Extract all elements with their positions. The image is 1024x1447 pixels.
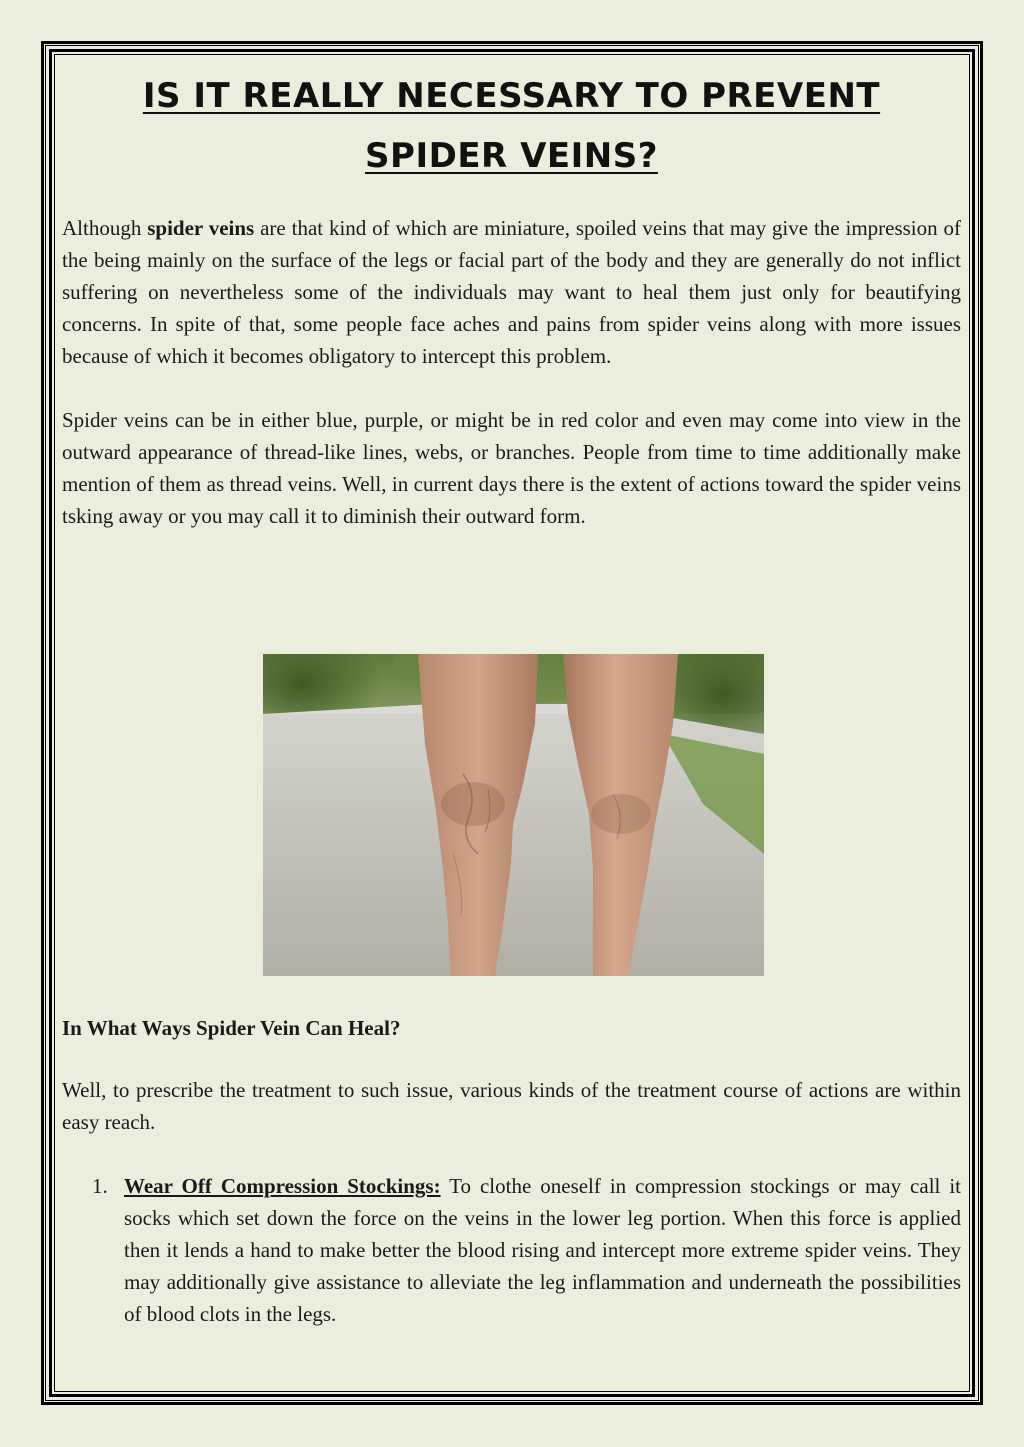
title-line-1: IS IT REALLY NECESSARY TO PREVENT xyxy=(142,76,881,116)
list-item-number: 1. xyxy=(92,1174,108,1198)
section-paragraph: Well, to prescribe the treatment to such issue, various kinds of the treatment course of actions are within easy reach. xyxy=(62,1078,961,1134)
list-item xyxy=(62,1170,961,1330)
article-content xyxy=(62,66,961,532)
list-item-text xyxy=(124,1170,961,1330)
intro-paragraph xyxy=(62,212,961,372)
treatment-list xyxy=(62,1170,961,1330)
title-line-2: SPIDER VEINS? xyxy=(365,136,658,176)
section-heading: In What Ways Spider Vein Can Heal? xyxy=(62,1016,401,1040)
list-item-body: To clothe oneself in compression stockings or may call it socks which set down the force on the veins in the lower leg portion. When this force is applied then it lends a hand to make better the blood rising and intercept more extreme spider veins. They may additionally give assistance to alleviate the leg inflammation and underneath the possibilities of blood clots in the legs. xyxy=(124,1174,961,1326)
legs-photo xyxy=(263,654,764,976)
intro-bold-term: spider veins xyxy=(147,216,255,240)
second-paragraph: Spider veins can be in either blue, purple, or might be in red color and even may come into view in the outward appearance of thread-like lines, webs, or branches. People from time to time additionally make mention of them as thread veins. Well, in current days there is the extent of actions toward the spider veins tsking away or you may call it to diminish their outward form. xyxy=(62,408,961,528)
intro-text-start: Although xyxy=(62,216,148,240)
list-item-lead: Wear Off Compression Stockings: xyxy=(124,1174,441,1198)
page-title xyxy=(62,66,961,186)
intro-text-rest: are that kind of which are miniature, spoiled veins that may give the impression of the being mainly on the surface of the legs or facial part of the body and they are generally do not inflict suffering on nevertheless some of the individuals may want to heal them just only for beautifying concerns. In spite of that, some people face aches and pains from spider veins along with more issues because of which it becomes obligatory to intercept this problem. xyxy=(62,216,962,368)
